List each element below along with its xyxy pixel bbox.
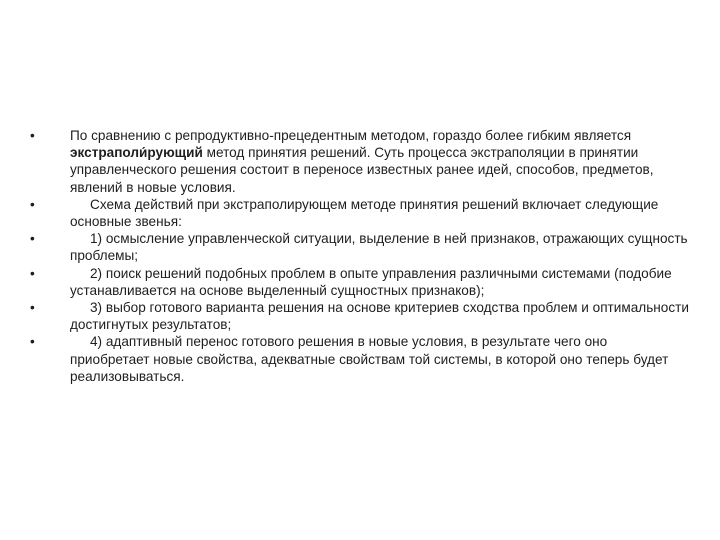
list-item-1 bbox=[30, 127, 690, 196]
list-item-text-part: метод принятия решений. Суть процесса экстраполяции в принятии управленческого решения состоит в переносе известных ранее идей, способов, предметов, явлений в новые условия. bbox=[70, 145, 654, 195]
bullet-icon: • bbox=[30, 300, 35, 316]
list-item-text bbox=[70, 127, 690, 196]
list-item-text-part: 1) осмысление управленческой ситуации, выделение в ней признаков, отражающих сущность проблемы; bbox=[70, 231, 688, 264]
list-item-text-part: 4) адаптивный перенос готового решения в новые условия, в результате чего оно приобретает новые свойства, адекватные свойствам той системы, в которой оно теперь будет реализовываться. bbox=[70, 334, 669, 384]
list-item-text-part: 3) выбор готового варианта решения на основе критериев сходства проблем и оптимальности достигнутых результатов; bbox=[70, 300, 689, 333]
bullet-icon: • bbox=[30, 196, 35, 212]
list-item-6 bbox=[30, 333, 690, 385]
list-item-text-part: 2) поиск решений подобных проблем в опыте управления различными системами (подобие устанавливается на основе выделенный сущностных признаков); bbox=[70, 265, 672, 298]
bullet-list bbox=[30, 127, 690, 385]
list-item-2 bbox=[30, 196, 690, 230]
list-item-text-part: Схема действий при экстраполирующем методе принятия решений включает следующие основные звенья: bbox=[70, 196, 659, 230]
bold-term: экстраполи́рующий bbox=[70, 145, 203, 161]
bullet-icon: • bbox=[30, 128, 35, 143]
list-item-text bbox=[70, 230, 690, 264]
bullet-icon: • bbox=[30, 231, 35, 247]
list-item-text bbox=[70, 333, 690, 385]
list-item-text-part: По сравнению с репродуктивно-прецедентным методом, гораздо более гибким является bbox=[70, 128, 632, 143]
list-item-5 bbox=[30, 299, 690, 333]
list-item-3 bbox=[30, 230, 690, 264]
list-item-4 bbox=[30, 265, 690, 299]
list-item-text bbox=[70, 299, 690, 333]
bullet-icon: • bbox=[30, 334, 35, 350]
bullet-icon: • bbox=[30, 265, 35, 281]
list-item-text bbox=[70, 265, 690, 299]
list-item-text bbox=[70, 196, 690, 230]
